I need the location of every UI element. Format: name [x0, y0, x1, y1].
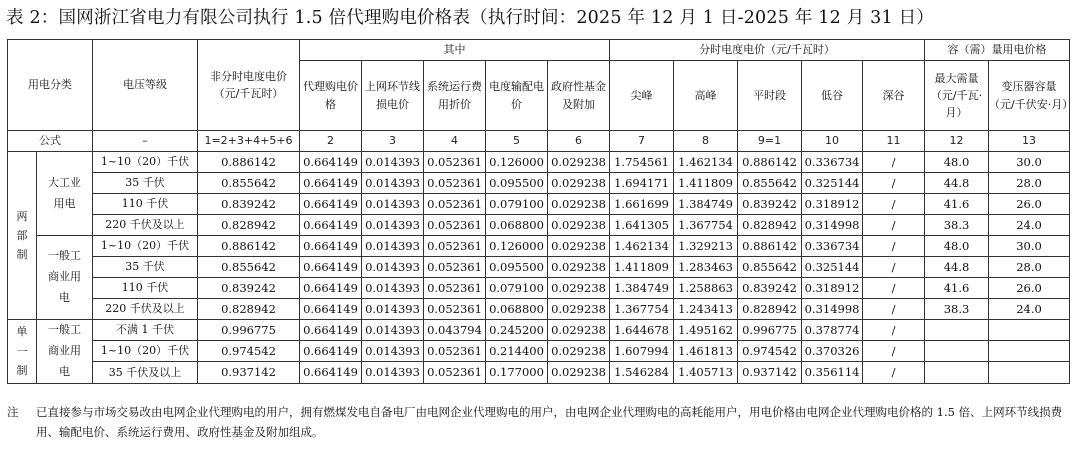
formula-cell: 8	[674, 131, 738, 152]
transformer-capacity-cell	[989, 320, 1070, 341]
formula-cell: 7	[610, 131, 674, 152]
tou-flat-cell: 0.886142	[738, 152, 802, 173]
header-max-demand: 最大需量（元/千瓦·月）	[925, 61, 989, 131]
tou-flat-cell: 0.839242	[738, 194, 802, 215]
tou-sharp-peak-cell: 1.546284	[610, 362, 674, 383]
header-transmission: 电度输配电价	[486, 61, 548, 131]
flat-price-cell: 0.886142	[198, 152, 300, 173]
system-type-text: 两部制	[16, 209, 28, 262]
max-demand-cell: 38.3	[925, 299, 989, 320]
system-type-label	[8, 152, 37, 320]
max-demand-cell: 48.0	[925, 236, 989, 257]
tou-peak-cell: 1.243413	[674, 299, 738, 320]
category-label	[37, 236, 93, 320]
government-fund-cell: 0.029238	[548, 278, 610, 299]
tou-peak-cell: 1.258863	[674, 278, 738, 299]
agency-price-cell: 0.664149	[300, 341, 362, 362]
tou-peak-cell: 1.384749	[674, 194, 738, 215]
transformer-capacity-cell: 28.0	[989, 257, 1070, 278]
line-loss-cell: 0.014393	[362, 194, 424, 215]
tou-sharp-peak-cell: 1.644678	[610, 320, 674, 341]
tou-valley-cell: 0.336734	[802, 236, 863, 257]
table-row	[8, 320, 1070, 341]
system-type-text: 单一制	[16, 325, 28, 377]
header-flat-price: 非分时电度电价（元/千瓦时）	[198, 40, 300, 131]
formula-row	[8, 131, 1070, 152]
transmission-cell: 0.068800	[486, 299, 548, 320]
tou-peak-cell: 1.495162	[674, 320, 738, 341]
voltage-level-cell: 35 千伏	[93, 173, 198, 194]
category-text: 一般工商业用电	[48, 249, 81, 304]
header-agency-price: 代理购电价格	[300, 61, 362, 131]
category-label	[37, 320, 93, 384]
tou-deep-valley-cell: /	[863, 257, 925, 278]
header-voltage: 电压等级	[93, 40, 198, 131]
tou-valley-cell: 0.336734	[802, 152, 863, 173]
max-demand-cell: 41.6	[925, 194, 989, 215]
header-transformer-capacity: 变压器容量（元/千伏安·月）	[989, 61, 1070, 131]
government-fund-cell: 0.029238	[548, 320, 610, 341]
transformer-capacity-cell	[989, 341, 1070, 362]
government-fund-cell: 0.029238	[548, 215, 610, 236]
formula-label: 公式	[8, 131, 93, 152]
header-group-tou: 分时电度电价（元/千瓦时）	[610, 40, 925, 61]
tou-flat-cell: 0.937142	[738, 362, 802, 383]
line-loss-cell: 0.014393	[362, 299, 424, 320]
tou-deep-valley-cell: /	[863, 278, 925, 299]
category-text: 大工业用电	[48, 175, 81, 210]
tou-deep-valley-cell: /	[863, 362, 925, 383]
tou-peak-cell: 1.329213	[674, 236, 738, 257]
agency-price-cell: 0.664149	[300, 299, 362, 320]
table-row	[8, 341, 1070, 362]
tou-deep-valley-cell: /	[863, 152, 925, 173]
tou-sharp-peak-cell: 1.462134	[610, 236, 674, 257]
voltage-level-cell: 1~10（20）千伏	[93, 236, 198, 257]
voltage-level-cell: 1~10（20）千伏	[93, 152, 198, 173]
tou-peak-cell: 1.462134	[674, 152, 738, 173]
transmission-cell: 0.068800	[486, 215, 548, 236]
system-operation-cell: 0.052361	[424, 278, 486, 299]
formula-cell: 11	[863, 131, 925, 152]
category-text: 一般工商业用电	[48, 323, 81, 378]
voltage-level-cell: 220 千伏及以上	[93, 215, 198, 236]
tou-valley-cell: 0.378774	[802, 320, 863, 341]
flat-price-cell: 0.828942	[198, 299, 300, 320]
government-fund-cell: 0.029238	[548, 236, 610, 257]
system-operation-cell: 0.052361	[424, 257, 486, 278]
tou-deep-valley-cell: /	[863, 341, 925, 362]
line-loss-cell: 0.014393	[362, 341, 424, 362]
agency-price-cell: 0.664149	[300, 236, 362, 257]
government-fund-cell: 0.029238	[548, 194, 610, 215]
page-title: 表 2：国网浙江省电力有限公司执行 1.5 倍代理购电价格表（执行时间：2025 年 12 月 1 日-2025 年 12 月 31 日）	[6, 8, 935, 28]
tou-sharp-peak-cell: 1.384749	[610, 278, 674, 299]
table-row	[8, 152, 1070, 173]
formula-cell: 1=2+3+4+5+6	[198, 131, 300, 152]
header-tou-sharp-peak: 尖峰	[610, 61, 674, 131]
agency-price-cell: 0.664149	[300, 152, 362, 173]
line-loss-cell: 0.014393	[362, 236, 424, 257]
tou-peak-cell: 1.283463	[674, 257, 738, 278]
tou-sharp-peak-cell: 1.607994	[610, 341, 674, 362]
agency-price-cell: 0.664149	[300, 173, 362, 194]
line-loss-cell: 0.014393	[362, 320, 424, 341]
max-demand-cell: 41.6	[925, 278, 989, 299]
system-type-label	[8, 320, 37, 384]
agency-price-cell: 0.664149	[300, 215, 362, 236]
formula-cell: 13	[989, 131, 1070, 152]
flat-price-cell: 0.996775	[198, 320, 300, 341]
voltage-level-cell: 110 千伏	[93, 278, 198, 299]
table-row	[8, 257, 1070, 278]
transformer-capacity-cell: 24.0	[989, 299, 1070, 320]
table-row	[8, 173, 1070, 194]
table-row	[8, 236, 1070, 257]
system-operation-cell: 0.052361	[424, 152, 486, 173]
tou-valley-cell: 0.356114	[802, 362, 863, 383]
transmission-cell: 0.245200	[486, 320, 548, 341]
voltage-level-cell: 110 千伏	[93, 194, 198, 215]
tou-valley-cell: 0.314998	[802, 299, 863, 320]
tou-sharp-peak-cell: 1.411809	[610, 257, 674, 278]
formula-cell: 2	[300, 131, 362, 152]
footnote-text: 已直接参与市场交易改由电网企业代理购电的用户，拥有燃煤发电自备电厂由电网企业代理购电的用户，由电网企业代理购电的高耗能用户，用电价格由电网企业代理购电价格的 1.5 倍、上网环节线损费用、输配电价、系统运行费用、政府性基金及附加组成。	[36, 405, 1063, 439]
transformer-capacity-cell: 26.0	[989, 194, 1070, 215]
tou-sharp-peak-cell: 1.367754	[610, 299, 674, 320]
tou-flat-cell: 0.839242	[738, 278, 802, 299]
government-fund-cell: 0.029238	[548, 341, 610, 362]
flat-price-cell: 0.855642	[198, 257, 300, 278]
flat-price-cell: 0.828942	[198, 215, 300, 236]
flat-price-cell: 0.886142	[198, 236, 300, 257]
tou-deep-valley-cell: /	[863, 299, 925, 320]
tou-peak-cell: 1.461813	[674, 341, 738, 362]
system-operation-cell: 0.052361	[424, 215, 486, 236]
voltage-level-cell: 220 千伏及以上	[93, 299, 198, 320]
formula-cell: 10	[802, 131, 863, 152]
tou-peak-cell: 1.367754	[674, 215, 738, 236]
tou-valley-cell: 0.318912	[802, 278, 863, 299]
max-demand-cell: 38.3	[925, 215, 989, 236]
category-label	[37, 152, 93, 236]
agency-price-cell: 0.664149	[300, 194, 362, 215]
footnote-label: 注	[7, 405, 19, 419]
header-tou-deep-valley: 深谷	[863, 61, 925, 131]
transmission-cell: 0.177000	[486, 362, 548, 383]
tou-valley-cell: 0.325144	[802, 173, 863, 194]
tou-sharp-peak-cell: 1.694171	[610, 173, 674, 194]
header-tou-peak: 高峰	[674, 61, 738, 131]
header-line-loss: 上网环节线损电价	[362, 61, 424, 131]
table-row	[8, 215, 1070, 236]
tou-deep-valley-cell: /	[863, 320, 925, 341]
government-fund-cell: 0.029238	[548, 257, 610, 278]
agency-price-cell: 0.664149	[300, 362, 362, 383]
transmission-cell: 0.079100	[486, 278, 548, 299]
header-group-capacity: 容（需）量用电价格	[925, 40, 1070, 61]
tou-valley-cell: 0.314998	[802, 215, 863, 236]
formula-cell: 6	[548, 131, 610, 152]
transformer-capacity-cell	[989, 362, 1070, 383]
transformer-capacity-cell: 30.0	[989, 152, 1070, 173]
tou-sharp-peak-cell: 1.641305	[610, 215, 674, 236]
transformer-capacity-cell: 26.0	[989, 278, 1070, 299]
tou-flat-cell: 0.996775	[738, 320, 802, 341]
formula-cell: 5	[486, 131, 548, 152]
line-loss-cell: 0.014393	[362, 173, 424, 194]
tou-peak-cell: 1.411809	[674, 173, 738, 194]
tou-peak-cell: 1.405713	[674, 362, 738, 383]
tou-deep-valley-cell: /	[863, 236, 925, 257]
flat-price-cell: 0.974542	[198, 341, 300, 362]
voltage-level-cell: 不满 1 千伏	[93, 320, 198, 341]
transmission-cell: 0.095500	[486, 173, 548, 194]
transmission-cell: 0.126000	[486, 152, 548, 173]
agency-price-cell: 0.664149	[300, 320, 362, 341]
max-demand-cell: 44.8	[925, 257, 989, 278]
tou-flat-cell: 0.855642	[738, 257, 802, 278]
government-fund-cell: 0.029238	[548, 173, 610, 194]
system-operation-cell: 0.052361	[424, 236, 486, 257]
tou-flat-cell: 0.855642	[738, 173, 802, 194]
tou-valley-cell: 0.318912	[802, 194, 863, 215]
agency-price-cell: 0.664149	[300, 257, 362, 278]
transmission-cell: 0.079100	[486, 194, 548, 215]
line-loss-cell: 0.014393	[362, 215, 424, 236]
transformer-capacity-cell: 30.0	[989, 236, 1070, 257]
tou-sharp-peak-cell: 1.754561	[610, 152, 674, 173]
government-fund-cell: 0.029238	[548, 152, 610, 173]
header-tou-valley: 低谷	[802, 61, 863, 131]
table-row	[8, 194, 1070, 215]
tou-sharp-peak-cell: 1.661699	[610, 194, 674, 215]
formula-cell: 3	[362, 131, 424, 152]
system-operation-cell: 0.043794	[424, 320, 486, 341]
system-operation-cell: 0.052361	[424, 194, 486, 215]
tou-deep-valley-cell: /	[863, 173, 925, 194]
header-group-of-which: 其中	[300, 40, 610, 61]
transmission-cell: 0.126000	[486, 236, 548, 257]
transformer-capacity-cell: 24.0	[989, 215, 1070, 236]
header-system-operation: 系统运行费用折价	[424, 61, 486, 131]
max-demand-cell	[925, 341, 989, 362]
line-loss-cell: 0.014393	[362, 152, 424, 173]
system-operation-cell: 0.052361	[424, 299, 486, 320]
max-demand-cell: 48.0	[925, 152, 989, 173]
flat-price-cell: 0.855642	[198, 173, 300, 194]
flat-price-cell: 0.839242	[198, 194, 300, 215]
formula-cell: 4	[424, 131, 486, 152]
tou-deep-valley-cell: /	[863, 194, 925, 215]
tou-flat-cell: 0.828942	[738, 299, 802, 320]
system-operation-cell: 0.052361	[424, 362, 486, 383]
transmission-cell: 0.214400	[486, 341, 548, 362]
voltage-level-cell: 35 千伏	[93, 257, 198, 278]
tou-flat-cell: 0.828942	[738, 215, 802, 236]
formula-cell: 12	[925, 131, 989, 152]
formula-cell: –	[93, 131, 198, 152]
government-fund-cell: 0.029238	[548, 299, 610, 320]
header-government-fund: 政府性基金及附加	[548, 61, 610, 131]
system-operation-cell: 0.052361	[424, 341, 486, 362]
header-category: 用电分类	[8, 40, 93, 131]
transformer-capacity-cell: 28.0	[989, 173, 1070, 194]
line-loss-cell: 0.014393	[362, 362, 424, 383]
header-tou-flat: 平时段	[738, 61, 802, 131]
flat-price-cell: 0.937142	[198, 362, 300, 383]
transmission-cell: 0.095500	[486, 257, 548, 278]
max-demand-cell: 44.8	[925, 173, 989, 194]
government-fund-cell: 0.029238	[548, 362, 610, 383]
max-demand-cell	[925, 362, 989, 383]
table-row	[8, 278, 1070, 299]
footnote	[7, 402, 1073, 442]
price-table	[7, 39, 1074, 384]
voltage-level-cell: 35 千伏及以上	[93, 362, 198, 383]
tou-deep-valley-cell: /	[863, 215, 925, 236]
tou-valley-cell: 0.325144	[802, 257, 863, 278]
table-row	[8, 362, 1070, 383]
formula-cell: 9=1	[738, 131, 802, 152]
system-operation-cell: 0.052361	[424, 173, 486, 194]
tou-valley-cell: 0.370326	[802, 341, 863, 362]
max-demand-cell	[925, 320, 989, 341]
agency-price-cell: 0.664149	[300, 278, 362, 299]
line-loss-cell: 0.014393	[362, 278, 424, 299]
flat-price-cell: 0.839242	[198, 278, 300, 299]
tou-flat-cell: 0.974542	[738, 341, 802, 362]
tou-flat-cell: 0.886142	[738, 236, 802, 257]
line-loss-cell: 0.014393	[362, 257, 424, 278]
voltage-level-cell: 1~10（20）千伏	[93, 341, 198, 362]
table-row	[8, 299, 1070, 320]
